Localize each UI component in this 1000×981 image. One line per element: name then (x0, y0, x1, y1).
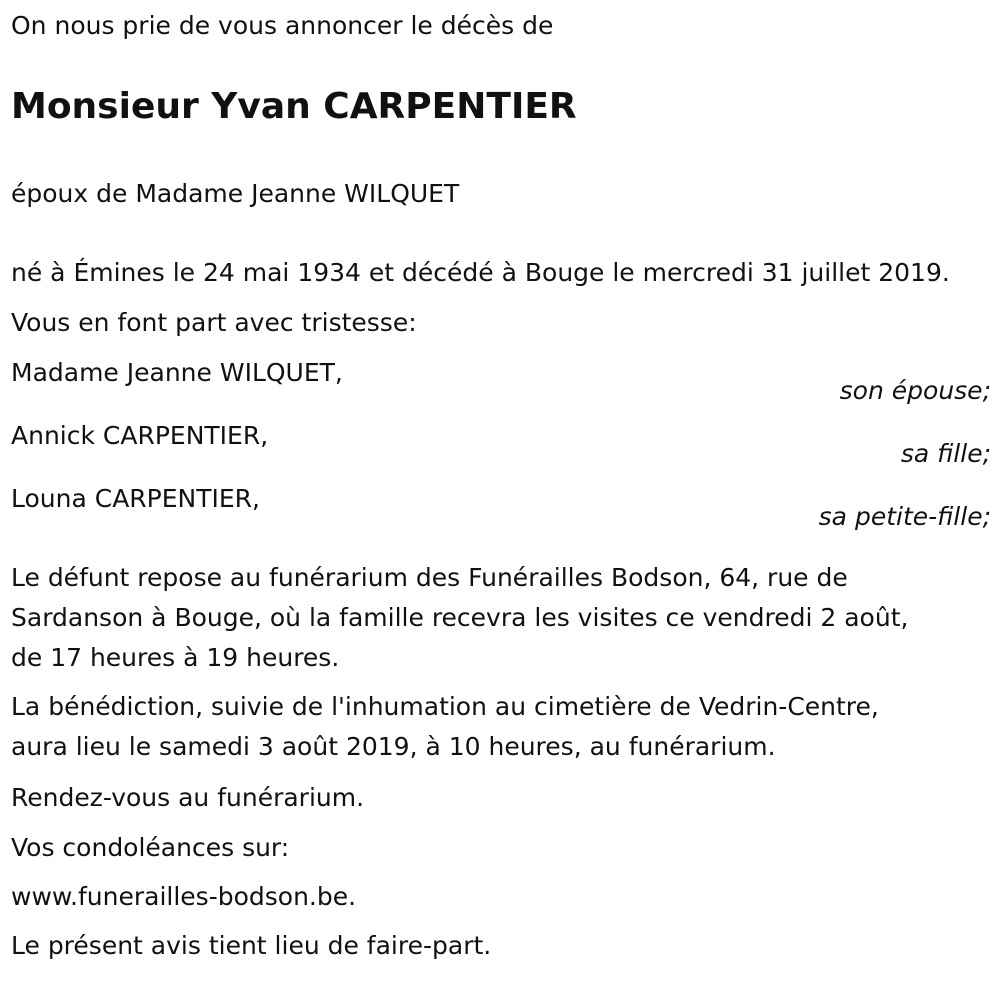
relative-relation: sa fille; (900, 439, 991, 468)
condolences-website: www.funerailles-bodson.be. (11, 882, 357, 911)
ceremony-paragraph (11, 687, 986, 767)
ceremony-line: aura lieu le samedi 3 août 2019, à 10 heures, au funérarium. (11, 732, 776, 761)
relative-name: Madame Jeanne WILQUET, (11, 358, 343, 387)
ceremony-line: La bénédiction, suivie de l'inhumation au cimetière de Vedrin-Centre, (11, 692, 879, 721)
relative-entry (11, 416, 991, 478)
relative-relation: sa petite-fille; (818, 502, 991, 531)
condolences-intro: Vos condoléances sur: (11, 833, 290, 862)
sharing-intro: Vous en font part avec tristesse: (11, 308, 417, 337)
relative-relation: son épouse; (839, 376, 991, 405)
spouse-line: époux de Madame Jeanne WILQUET (11, 179, 460, 208)
intro-text: On nous prie de vous annoncer le décès de (11, 11, 554, 40)
repose-line: de 17 heures à 19 heures. (11, 643, 340, 672)
repose-line: Le défunt repose au funérarium des Funérailles Bodson, 64, rue de (11, 563, 848, 592)
repose-line: Sardanson à Bouge, où la famille recevra les visites ce vendredi 2 août, (11, 603, 909, 632)
rendezvous-line: Rendez-vous au funérarium. (11, 783, 365, 812)
relative-name: Annick CARPENTIER, (11, 421, 269, 450)
deceased-name: Monsieur Yvan CARPENTIER (11, 86, 577, 127)
notice-line: Le présent avis tient lieu de faire-part. (11, 931, 492, 960)
relative-entry (11, 353, 991, 415)
birth-death-line: né à Émines le 24 mai 1934 et décédé à Bouge le mercredi 31 juillet 2019. (11, 258, 950, 287)
relative-name: Louna CARPENTIER, (11, 484, 260, 513)
relative-entry (11, 479, 991, 541)
repose-paragraph (11, 558, 986, 678)
